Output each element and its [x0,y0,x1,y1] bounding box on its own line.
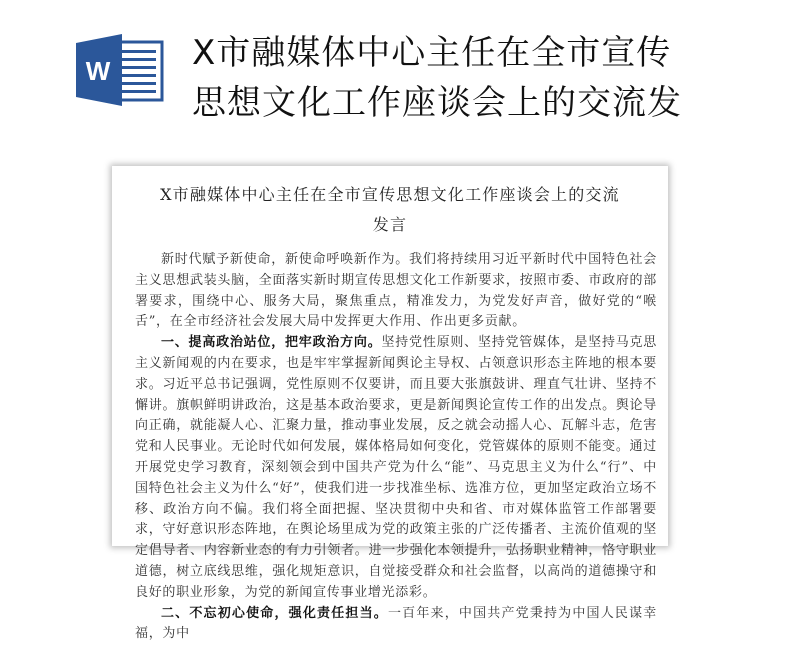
svg-text:W: W [85,56,111,86]
document-page-preview [112,166,668,642]
word-icon [76,33,164,107]
page-heading-line-1: X市融媒体中心主任在全市宣传思想文化工作座谈会上的交流 [160,185,620,204]
title-line-1: X市融媒体中心主任在全市宣传 [192,33,672,73]
page-heading [112,180,668,240]
paragraph-text: 坚持党性原则、坚持党管媒体，是坚持马克思主义新闻观的内在要求，也是牢牢掌握新闻舆论主导权、占领意识形态主阵地的根本要求。习近平总书记强调，党性原则不仅要讲，而且要大张旗鼓讲、理直气壮讲、坚持不懈讲。旗帜鲜明讲政治，这是基本政治要求，更是新闻舆论宣传工作的出发点。舆论导向正确，就能凝人心、汇聚力量，推动事业发展，反之就会动摇人心、瓦解斗志，危害党和人民事业。无论时代如何发展，媒体格局如何变化，党管媒体的原则不能变。通过开展党史学习教育，深刻领会到中国共产党为什么“能”、马克思主义为什么“行”、中国特色社会主义为什么“好”，使我们进一步找准坐标、选准方位，更加坚定政治立场不移、政治方向不偏。我们将全面把握、坚决贯彻中央和省、市对媒体监管工作部署要求，守好意识形态阵地，在舆论场里成为党的政策主张的广泛传播者、主流价值观的坚定倡导者、内容新业态的有力引领者。进一步强化本领提升，弘扬职业精神，恪守职业道德，树立底线思维，强化规矩意识，自觉接受群众和社会监督，以高尚的道德操守和良好的职业形象，为党的新闻宣传事业增光添彩。 [135,335,657,600]
paragraph [135,604,657,645]
document-title [192,28,682,128]
paragraph-text: 一百年来，中国共产党秉持为中国人民谋幸福，为中 [135,605,657,642]
paragraph-text: 新时代赋予新使命，新使命呼唤新作为。我们将持续用习近平新时代中国特色社会主义思想武装头脑，全面落实新时期宣传思想文化工作新要求，按照市委、市政府的部署要求，围绕中心、服务大局，聚焦重点，精准发力，为党发好声音，做好党的“喉舌”，在全市经济社会发展大局中发挥更大作用、作出更多贡献。 [135,252,657,330]
title-line-2: 思想文化工作座谈会上的交流发 [192,83,682,123]
paragraph [135,333,657,603]
document-body [135,250,657,645]
paragraph [135,250,657,333]
page-heading-line-2: 发言 [372,215,408,234]
section-heading: 一、提高政治站位，把牢政治方向。 [161,335,382,351]
section-heading: 二、不忘初心使命，强化责任担当。 [161,605,388,621]
